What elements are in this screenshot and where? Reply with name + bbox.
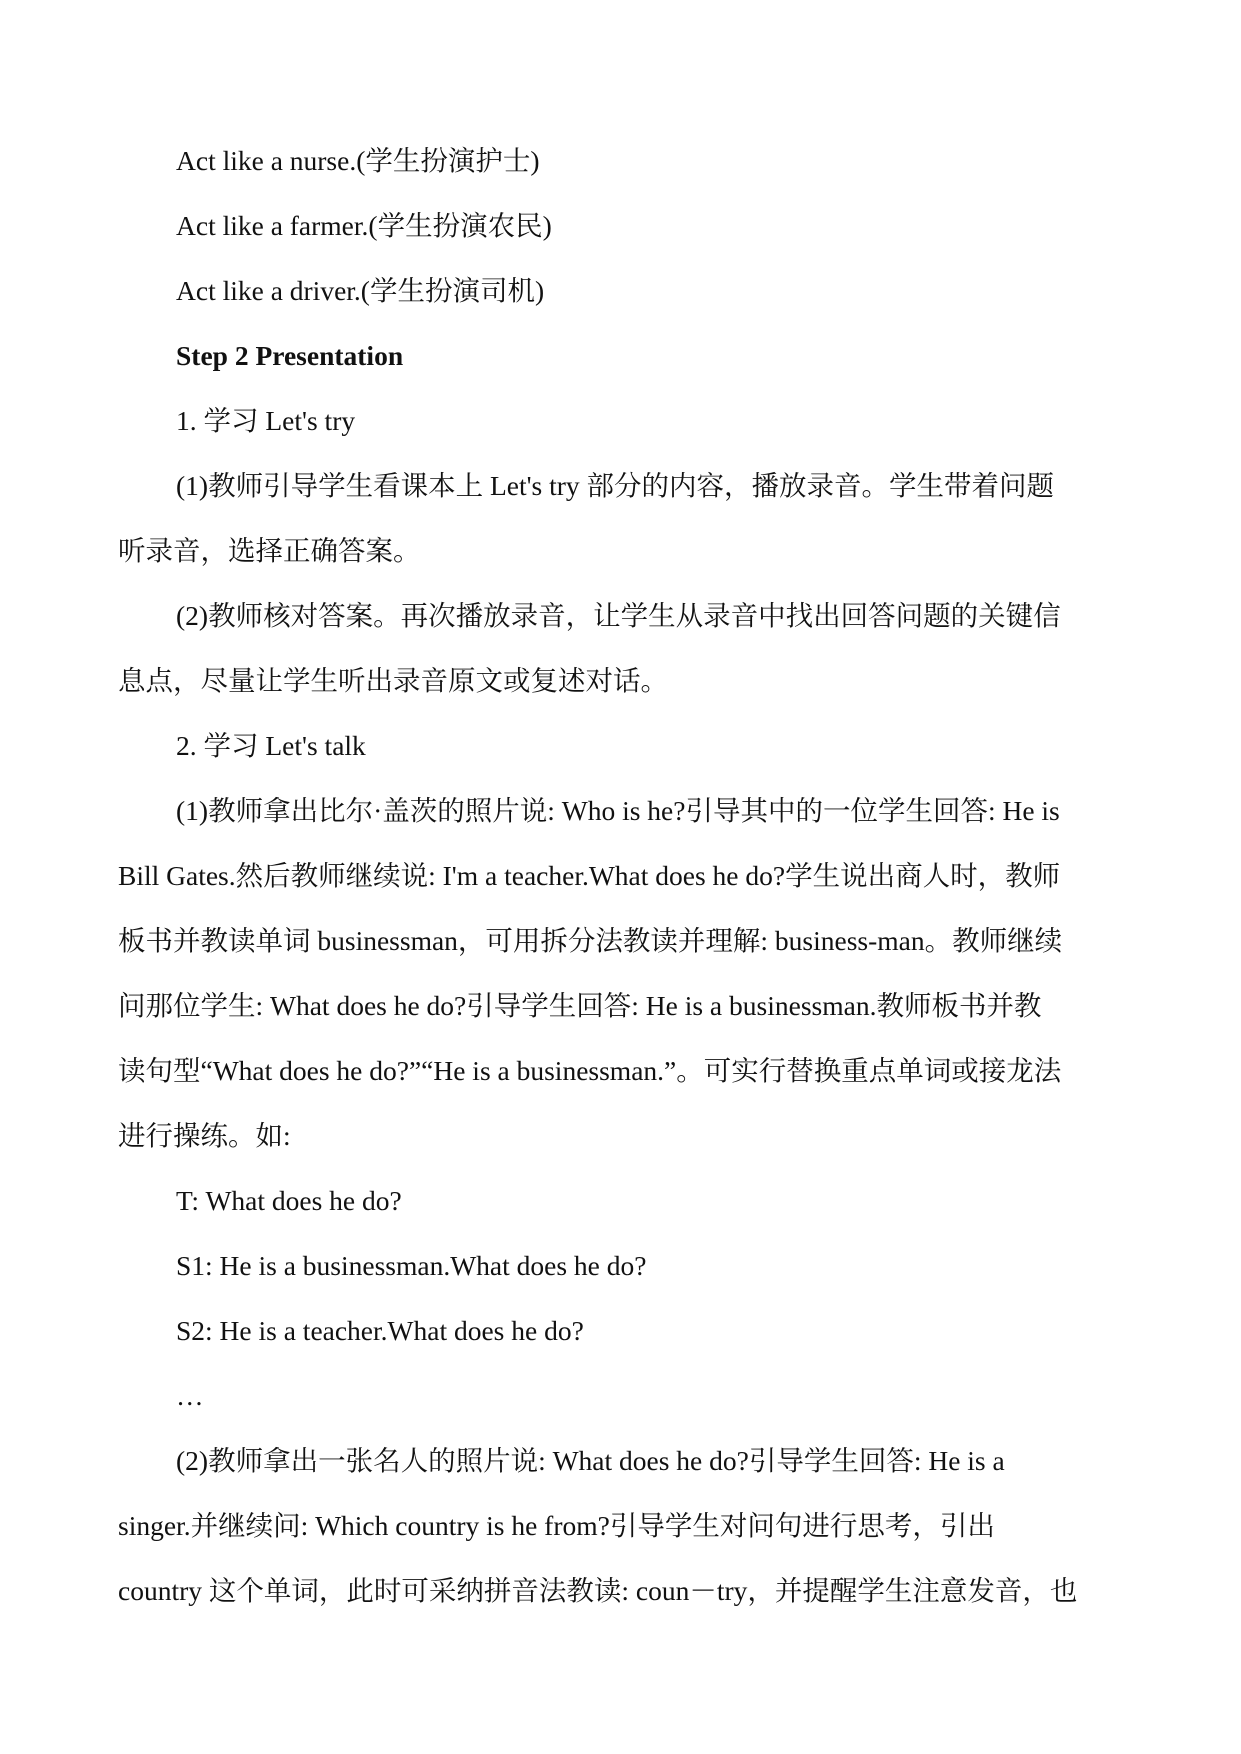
text-line: 进行操练。如: bbox=[118, 1120, 291, 1151]
text-line: S1: He is a businessman.What does he do? bbox=[176, 1250, 647, 1281]
subsection-lets-try bbox=[118, 388, 1128, 453]
text-line: (1)教师拿出比尔·盖茨的照片说: Who is he?引导其中的一位学生回答: He is bbox=[176, 795, 1060, 826]
text-line: T: What does he do? bbox=[176, 1185, 402, 1216]
paragraph-lets-try-2 bbox=[118, 583, 1128, 713]
text-line: 问那位学生: What does he do?引导学生回答: He is a businessman.教师板书并教 bbox=[118, 990, 1042, 1021]
text-line: 板书并教读单词 businessman，可用拆分法教读并理解: business-man。教师继续 bbox=[118, 925, 1063, 956]
text-line: 读句型“What does he do?”“He is a businessman.”。可实行替换重点单词或接龙法 bbox=[118, 1055, 1062, 1086]
document-body bbox=[118, 128, 1128, 1623]
ellipsis-line bbox=[118, 1363, 1128, 1428]
paragraph-act-driver bbox=[118, 258, 1128, 323]
text-line: singer.并继续问: Which country is he from?引导学生对问句进行思考，引出 bbox=[118, 1510, 995, 1541]
text-line: 1. 学习 Let's try bbox=[176, 405, 356, 436]
section-heading-step2 bbox=[118, 323, 1128, 388]
text-line: (1)教师引导学生看课本上 Let's try 部分的内容，播放录音。学生带着问题 bbox=[176, 470, 1055, 501]
text-line: Act like a driver.(学生扮演司机) bbox=[176, 275, 545, 306]
subsection-lets-talk bbox=[118, 713, 1128, 778]
text-line: 听录音，选择正确答案。 bbox=[118, 535, 421, 566]
text-line: Bill Gates.然后教师继续说: I'm a teacher.What does he do?学生说出商人时，教师 bbox=[118, 860, 1061, 891]
dialogue-line-teacher bbox=[118, 1168, 1128, 1233]
text-line: S2: He is a teacher.What does he do? bbox=[176, 1315, 584, 1346]
heading-text: Step 2 Presentation bbox=[176, 340, 404, 371]
paragraph-lets-talk-2 bbox=[118, 1428, 1128, 1623]
paragraph-lets-try-1 bbox=[118, 453, 1128, 583]
paragraph-lets-talk-1 bbox=[118, 778, 1128, 1168]
text-line: Act like a nurse.(学生扮演护士) bbox=[176, 145, 540, 176]
dialogue-line-s1 bbox=[118, 1233, 1128, 1298]
paragraph-act-farmer bbox=[118, 193, 1128, 258]
text-line: country 这个单词，此时可采纳拼音法教读: coun－try，并提醒学生注意发音，也 bbox=[118, 1575, 1078, 1606]
text-line: (2)教师核对答案。再次播放录音，让学生从录音中找出回答问题的关键信 bbox=[176, 600, 1061, 631]
text-line: Act like a farmer.(学生扮演农民) bbox=[176, 210, 552, 241]
text-line: 息点，尽量让学生听出录音原文或复述对话。 bbox=[118, 665, 668, 696]
text-line: 2. 学习 Let's talk bbox=[176, 730, 366, 761]
paragraph-act-nurse bbox=[118, 128, 1128, 193]
text-line: … bbox=[176, 1380, 204, 1411]
text-line: (2)教师拿出一张名人的照片说: What does he do?引导学生回答: He is a bbox=[176, 1445, 1005, 1476]
dialogue-line-s2 bbox=[118, 1298, 1128, 1363]
